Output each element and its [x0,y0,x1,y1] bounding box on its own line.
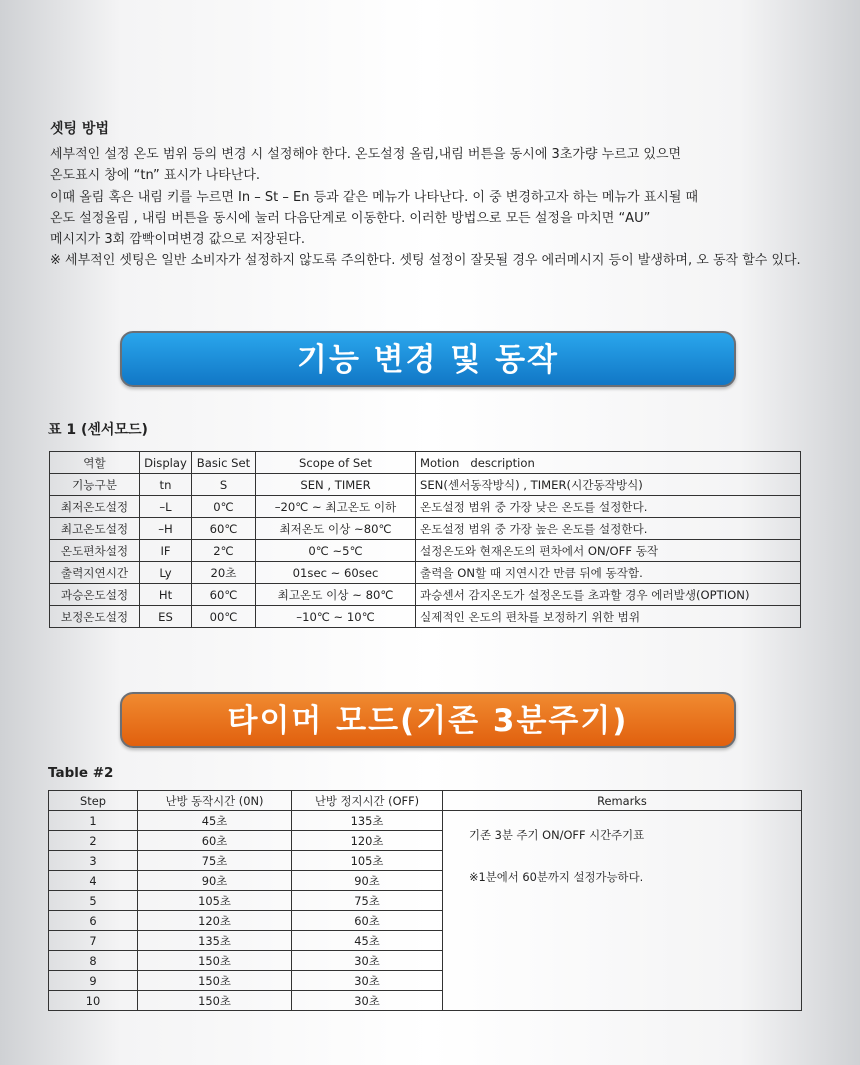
sensor-mode-table [49,451,801,628]
role-cell: 최저온도설정 [50,496,140,518]
step-cell: 5 [49,891,138,911]
display-cell: –L [140,496,192,518]
timer-table [48,790,802,1011]
remarks-line-1: 기존 3분 주기 ON/OFF 시간주기표 [469,828,645,842]
step-cell: 8 [49,951,138,971]
table-row [49,811,802,831]
step-cell: 1 [49,811,138,831]
step-cell: 9 [49,971,138,991]
header-role: 역할 [50,452,140,474]
timer-mode-banner: 타이머 모드(기존 3분주기) [120,692,736,748]
basic-set-cell: 60℃ [192,584,256,606]
scope-cell: 01sec ~ 60sec [256,562,416,584]
off-time-cell: 60초 [292,911,443,931]
table-row [50,606,801,628]
on-time-cell: 105초 [138,891,292,911]
table-row [50,540,801,562]
role-cell: 과승온도설정 [50,584,140,606]
header-off-time: 난방 정지시간 (OFF) [292,791,443,811]
role-cell: 기능구분 [50,474,140,496]
remarks-cell [443,811,802,1011]
step-cell: 10 [49,991,138,1011]
setting-method-section [50,118,830,272]
table-header-row [50,452,801,474]
header-step: Step [49,791,138,811]
table-row [50,496,801,518]
scope-cell: 최고온도 이상 ~ 80℃ [256,584,416,606]
off-time-cell: 30초 [292,971,443,991]
table1-title: 표 1 (센서모드) [48,422,148,438]
motion-cell: 설정온도와 현재온도의 편차에서 ON/OFF 동작 [416,540,801,562]
header-remarks: Remarks [443,791,802,811]
on-time-cell: 90초 [138,871,292,891]
step-cell: 7 [49,931,138,951]
display-cell: tn [140,474,192,496]
scope-cell: SEN , TIMER [256,474,416,496]
table2-title: Table #2 [48,765,114,781]
scope-cell: 0℃ ~5℃ [256,540,416,562]
motion-cell: 과승센서 감지온도가 설정온도를 초과할 경우 에러발생(OPTION) [416,584,801,606]
basic-set-cell: 2℃ [192,540,256,562]
header-display: Display [140,452,192,474]
setting-method-heading: 셋팅 방법 [50,121,109,137]
on-time-cell: 120초 [138,911,292,931]
intro-line-5: 메시지가 3회 깜빡이며변경 값으로 저장된다. [50,232,305,248]
on-time-cell: 150초 [138,971,292,991]
scope-cell: –20℃ ~ 최고온도 이하 [256,496,416,518]
table-row [50,584,801,606]
off-time-cell: 105초 [292,851,443,871]
scope-cell: –10℃ ~ 10℃ [256,606,416,628]
off-time-cell: 120초 [292,831,443,851]
function-change-banner: 기능 변경 및 동작 [120,331,736,387]
off-time-cell: 90초 [292,871,443,891]
intro-note: ※ 세부적인 셋팅은 일반 소비자가 설정하지 않도록 주의한다. 셋팅 설정이 잘못될 경우 에러메시지 등이 발생하며, 오 동작 할수 있다. [50,253,801,269]
display-cell: Ht [140,584,192,606]
display-cell: ES [140,606,192,628]
scope-cell: 최저온도 이상 ~80℃ [256,518,416,540]
motion-cell: SEN(센서동작방식) , TIMER(시간동작방식) [416,474,801,496]
intro-line-4: 온도 설정올림 , 내림 버튼을 동시에 눌러 다음단계로 이동한다. 이러한 방법으로 모든 설정을 마치면 “AU” [50,210,651,226]
basic-set-cell: S [192,474,256,496]
basic-set-cell: 0℃ [192,496,256,518]
on-time-cell: 75초 [138,851,292,871]
step-cell: 6 [49,911,138,931]
on-time-cell: 135초 [138,931,292,951]
basic-set-cell: 00℃ [192,606,256,628]
table-row [50,518,801,540]
role-cell: 최고온도설정 [50,518,140,540]
step-cell: 3 [49,851,138,871]
role-cell: 출력지연시간 [50,562,140,584]
display-cell: IF [140,540,192,562]
off-time-cell: 45초 [292,931,443,951]
display-cell: –H [140,518,192,540]
display-cell: Ly [140,562,192,584]
role-cell: 온도편차설정 [50,540,140,562]
on-time-cell: 150초 [138,951,292,971]
intro-line-1: 세부적인 설정 온도 범위 등의 변경 시 설정해야 한다. 온도설정 올림,내림 버튼을 동시에 3초가량 누르고 있으면 [50,147,682,162]
motion-cell: 실제적인 온도의 편차를 보정하기 위한 범위 [416,606,801,628]
off-time-cell: 75초 [292,891,443,911]
motion-cell: 온도설정 범위 중 가장 높은 온도를 설정한다. [416,518,801,540]
intro-line-3: 이때 올림 혹은 내림 키를 누르면 In – St – En 등과 같은 메뉴가 나타난다. 이 중 변경하고자 하는 메뉴가 표시될 때 [50,189,699,205]
table-row [50,474,801,496]
table-header-row [49,791,802,811]
header-on-time: 난방 동작시간 (0N) [138,791,292,811]
basic-set-cell: 20초 [192,562,256,584]
on-time-cell: 150초 [138,991,292,1011]
step-cell: 4 [49,871,138,891]
off-time-cell: 30초 [292,991,443,1011]
motion-cell: 온도설정 범위 중 가장 낮은 온도를 설정한다. [416,496,801,518]
on-time-cell: 45초 [138,811,292,831]
intro-line-2: 온도표시 창에 “tn” 표시가 나타난다. [50,168,261,184]
basic-set-cell: 60℃ [192,518,256,540]
header-motion: Motion description [416,452,801,474]
on-time-cell: 60초 [138,831,292,851]
off-time-cell: 30초 [292,951,443,971]
header-scope: Scope of Set [256,452,416,474]
off-time-cell: 135초 [292,811,443,831]
role-cell: 보정온도설정 [50,606,140,628]
step-cell: 2 [49,831,138,851]
remarks-line-2: ※1분에서 60분까지 설정가능하다. [469,870,644,884]
table-row [50,562,801,584]
motion-cell: 출력을 ON할 때 지연시간 만큼 뒤에 동작함. [416,562,801,584]
header-basic-set: Basic Set [192,452,256,474]
